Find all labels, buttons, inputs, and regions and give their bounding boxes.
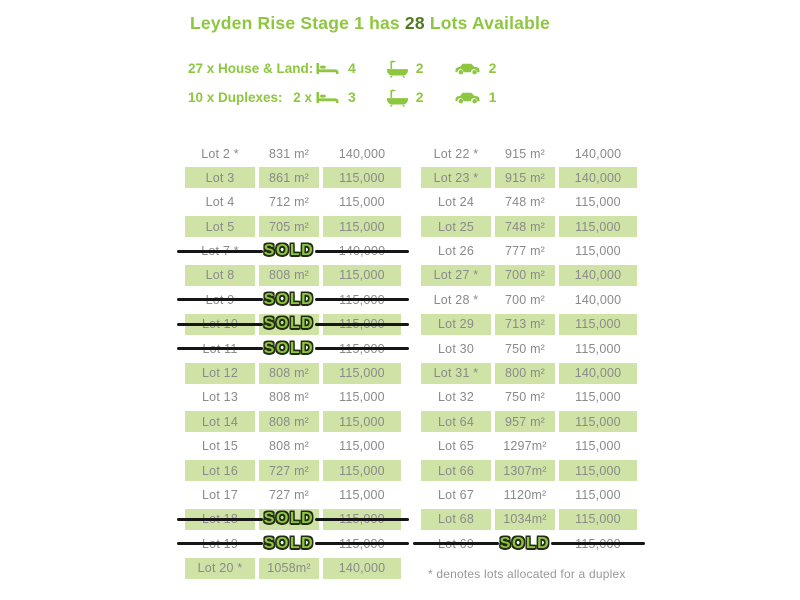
lot-label [185, 509, 255, 530]
lot-label [185, 241, 255, 262]
table-row [185, 363, 401, 384]
table-row [421, 289, 637, 310]
table-row [421, 363, 637, 384]
lot-label: Lot 66 [421, 460, 491, 481]
lot-price: 140,000 [338, 146, 386, 161]
lot-label: Lot 32 [438, 390, 474, 405]
bed-icon [314, 88, 341, 106]
lot-label: Lot 24 [438, 195, 474, 210]
table-row [185, 216, 401, 237]
table-row [421, 484, 637, 505]
lot-price: 115,000 [575, 390, 621, 405]
strike-line [551, 542, 645, 545]
bath-icon [386, 59, 409, 78]
lot-label: Lot 13 [202, 390, 238, 405]
table-row [185, 289, 401, 310]
lot-price: 140,000 [559, 363, 637, 384]
lot-size [259, 241, 319, 262]
lot-price [323, 509, 401, 530]
lot-table-right [421, 143, 637, 558]
table-row [421, 436, 637, 457]
lot-label: Lot 20 * [185, 558, 255, 579]
table-row [185, 143, 401, 164]
table-row [185, 460, 401, 481]
lot-size: 808 m² [259, 411, 319, 432]
table-row [421, 387, 637, 408]
lot-size: 831 m² [268, 146, 310, 161]
lot-price [323, 533, 401, 554]
sold-stamp: SOLD [263, 242, 315, 260]
strike-line [315, 518, 409, 521]
table-row [185, 338, 401, 359]
table-row [421, 509, 637, 530]
lot-label [185, 289, 255, 310]
lot-label [185, 338, 255, 359]
lot-size: 713 m² [495, 314, 555, 335]
sold-stamp: SOLD [263, 290, 315, 308]
lot-price: 140,000 [574, 146, 622, 161]
lot-size: 700 m² [495, 265, 555, 286]
lot-size: 727 m² [259, 460, 319, 481]
duplexes-beds: 3 [348, 89, 356, 105]
house-land-label [188, 61, 312, 76]
lot-size: 748 m² [495, 216, 555, 237]
lot-price: 115,000 [339, 390, 385, 405]
table-row [185, 436, 401, 457]
lot-size: 750 m² [504, 390, 546, 405]
table-row [185, 533, 401, 554]
lot-label: Lot 29 [421, 314, 491, 335]
lot-price [323, 338, 401, 359]
lot-price [323, 289, 401, 310]
lot-price [323, 314, 401, 335]
table-row [185, 387, 401, 408]
lot-label: Lot 25 [421, 216, 491, 237]
lot-price [323, 241, 401, 262]
page-title [190, 13, 550, 34]
strike-line [315, 298, 409, 301]
duplexes-baths: 2 [415, 89, 424, 105]
sold-stamp: SOLD [263, 534, 315, 552]
lot-size [259, 314, 319, 335]
lot-size: 712 m² [268, 195, 310, 210]
duplexes-stat [188, 85, 524, 109]
lot-size: 750 m² [504, 341, 546, 356]
title-prefix: Leyden Rise Stage 1 has [190, 13, 400, 33]
duplexes-cars: 1 [488, 89, 497, 105]
duplex-footnote: * denotes lots allocated for a duplex [428, 567, 626, 581]
lot-size: 777 m² [504, 244, 546, 259]
lot-label: Lot 5 [185, 216, 255, 237]
table-row [421, 265, 637, 286]
lot-size [259, 533, 319, 554]
lot-size: 1307m² [495, 460, 555, 481]
lot-price: 115,000 [323, 411, 401, 432]
table-row [185, 509, 401, 530]
table-row [185, 314, 401, 335]
lot-price: 140,000 [323, 558, 401, 579]
sold-stamp: SOLD [499, 534, 551, 552]
house-land-cars: 2 [488, 60, 497, 76]
lot-price: 140,000 [559, 265, 637, 286]
table-row [421, 241, 637, 262]
lot-label: Lot 3 [185, 167, 255, 188]
bath-icon [386, 88, 409, 107]
lot-size: 705 m² [259, 216, 319, 237]
table-row [421, 216, 637, 237]
lot-label: Lot 27 * [421, 265, 491, 286]
lot-price: 115,000 [575, 341, 621, 356]
table-row [421, 338, 637, 359]
lot-price: 115,000 [339, 439, 385, 454]
table-row [421, 192, 637, 213]
lot-label: Lot 15 [202, 439, 238, 454]
sold-stamp: SOLD [263, 339, 315, 357]
lot-label: Lot 4 [205, 195, 235, 210]
lot-label: Lot 14 [185, 411, 255, 432]
lot-size [259, 509, 319, 530]
lot-label: Lot 65 [438, 439, 474, 454]
lot-label: Lot 67 [438, 487, 474, 502]
duplexes-label-text: 10 x Duplexes: [188, 89, 283, 105]
lot-price: 115,000 [323, 167, 401, 188]
lot-label: Lot 16 [185, 460, 255, 481]
lot-label: Lot 68 [421, 509, 491, 530]
car-icon [454, 90, 482, 104]
table-row [185, 484, 401, 505]
table-row [421, 143, 637, 164]
lot-size: 861 m² [259, 167, 319, 188]
sold-stamp: SOLD [263, 315, 315, 333]
bed-icon [314, 59, 341, 77]
lot-price: 115,000 [575, 487, 621, 502]
lot-price: 115,000 [339, 487, 385, 502]
lot-price: 115,000 [575, 195, 621, 210]
lot-label: Lot 22 * [433, 146, 479, 161]
lot-size [259, 338, 319, 359]
strike-line [315, 250, 409, 253]
lot-label [185, 314, 255, 335]
house-land-beds: 4 [348, 60, 356, 76]
lot-price: 115,000 [323, 265, 401, 286]
lot-size: 915 m² [504, 146, 546, 161]
lot-price [559, 533, 637, 554]
house-land-label-text: 27 x House & Land: [188, 60, 314, 76]
title-suffix: Lots Available [429, 13, 550, 33]
table-row [421, 533, 637, 554]
lot-size: 748 m² [504, 195, 546, 210]
lot-price: 115,000 [575, 244, 621, 259]
lot-size: 915 m² [495, 167, 555, 188]
lot-table-left [185, 143, 401, 582]
lot-size: 1297m² [503, 439, 547, 454]
lot-price: 115,000 [323, 216, 401, 237]
title-count: 28 [404, 13, 425, 33]
lot-label: Lot 26 [438, 244, 474, 259]
table-row [185, 558, 401, 579]
house-land-stat [188, 56, 524, 80]
lot-price: 115,000 [575, 439, 621, 454]
lot-size: 700 m² [504, 292, 546, 307]
table-row [421, 314, 637, 335]
table-row [185, 411, 401, 432]
lot-size: 808 m² [268, 390, 310, 405]
table-row [185, 192, 401, 213]
table-row [421, 411, 637, 432]
lot-size [495, 533, 555, 554]
lot-label: Lot 12 [185, 363, 255, 384]
lot-size [259, 289, 319, 310]
lot-label: Lot 28 * [433, 292, 479, 307]
lot-price: 140,000 [559, 167, 637, 188]
lot-price: 115,000 [559, 460, 637, 481]
lot-label: Lot 8 [185, 265, 255, 286]
strike-line [315, 323, 409, 326]
strike-line [315, 347, 409, 350]
table-row [421, 167, 637, 188]
lot-label: Lot 31 * [421, 363, 491, 384]
lot-price: 115,000 [339, 195, 385, 210]
lot-price: 115,000 [323, 363, 401, 384]
lot-size: 808 m² [268, 439, 310, 454]
lot-label [421, 533, 491, 554]
lot-size: 808 m² [259, 363, 319, 384]
lot-size: 1034m² [495, 509, 555, 530]
lot-size: 1058m² [259, 558, 319, 579]
lot-label: Lot 2 * [201, 146, 239, 161]
car-icon [454, 61, 482, 75]
house-land-baths: 2 [415, 60, 424, 76]
lot-price: 115,000 [559, 216, 637, 237]
table-row [185, 167, 401, 188]
lot-size: 808 m² [259, 265, 319, 286]
duplexes-label [188, 90, 312, 105]
lot-label [185, 533, 255, 554]
lot-size: 1120m² [503, 487, 547, 502]
lot-size: 800 m² [495, 363, 555, 384]
lot-label: Lot 30 [438, 341, 474, 356]
lot-price: 115,000 [323, 460, 401, 481]
strike-line [315, 542, 409, 545]
table-row [185, 241, 401, 262]
sold-stamp: SOLD [263, 510, 315, 528]
lot-price: 115,000 [559, 314, 637, 335]
lot-price: 115,000 [559, 411, 637, 432]
lot-size: 727 m² [268, 487, 310, 502]
lot-price: 115,000 [559, 509, 637, 530]
table-row [421, 460, 637, 481]
lot-label: Lot 64 [421, 411, 491, 432]
lot-price: 140,000 [574, 292, 622, 307]
duplexes-multiplier: 2 x [293, 89, 312, 105]
table-row [185, 265, 401, 286]
lot-size: 957 m² [495, 411, 555, 432]
lot-label: Lot 17 [202, 487, 238, 502]
lot-label: Lot 23 * [421, 167, 491, 188]
